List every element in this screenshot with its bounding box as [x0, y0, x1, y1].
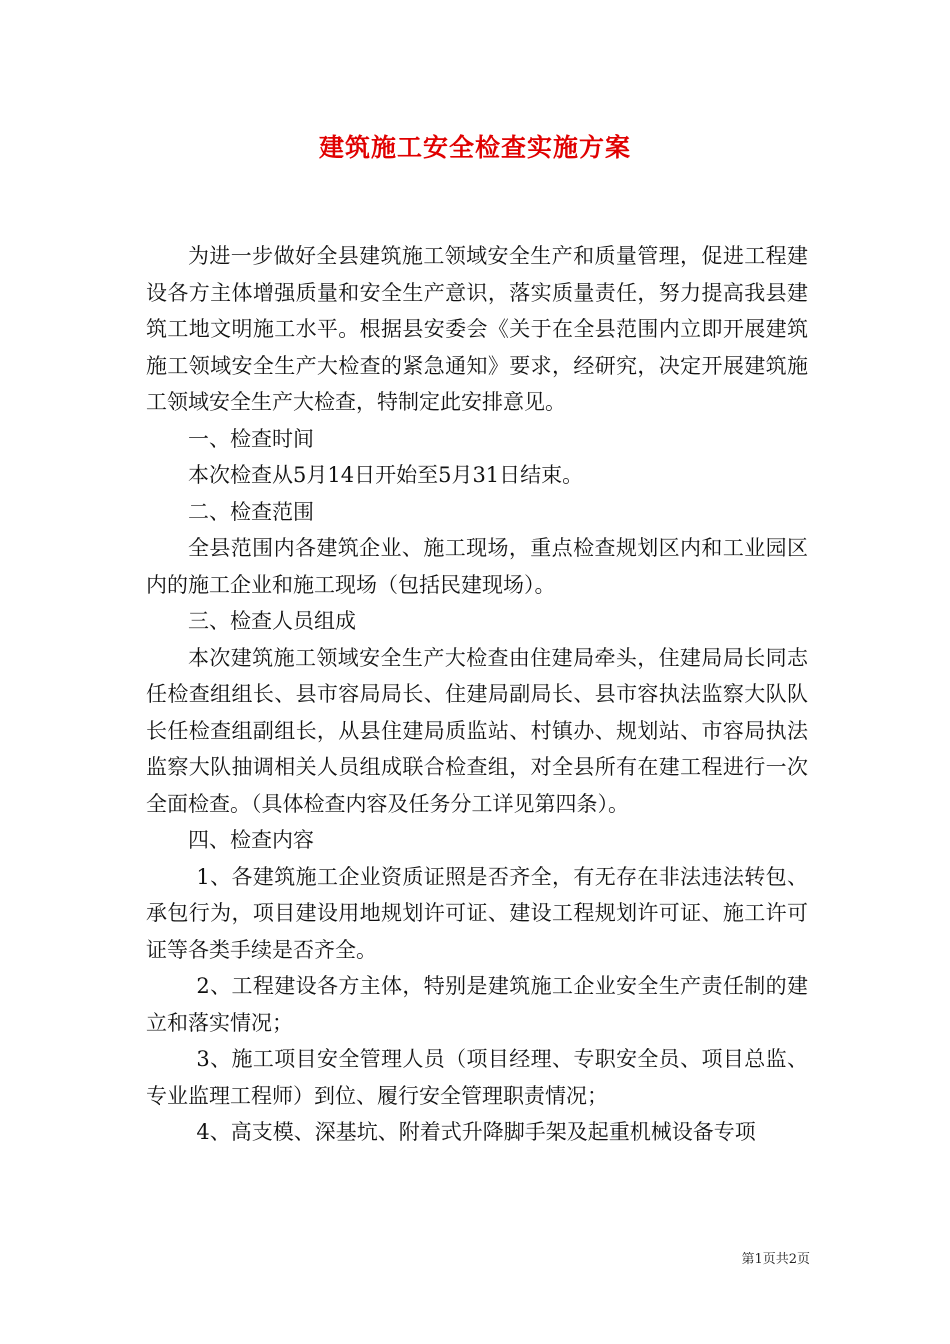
- personnel-paragraph: 本次建筑施工领域安全生产大检查由住建局牵头，住建局局长同志任检查组组长、县市容局局长、住建局副局长、县市容执法监察大队队长任检查组副组长，从县住建局质监站、村镇办、规划站、市容局执法监察大队抽调相关人员组成联合检查组，对全县所有在建工程进行一次全面检查。（具体检查内容及任务分工详见第四条）。: [146, 645, 808, 816]
- intro-paragraph: 为进一步做好全县建筑施工领域安全生产和质量管理，促进工程建设各方主体增强质量和安全生产意识，落实质量责任，努力提高我县建筑工地文明施工水平。根据县安委会《关于在全县范围内立即开展建筑施工领域安全生产大检查的紧急通知》要求，经研究，决定开展建筑施工领域安全生产大检查，特制定此安排意见。: [146, 244, 808, 414]
- document-body: [146, 238, 808, 1151]
- content-item-2: 2、工程建设各方主体，特别是建筑施工企业安全生产责任制的建立和落实情况；: [146, 974, 808, 1035]
- content-item-4: 4、高支模、深基坑、附着式升降脚手架及起重机械设备专项: [196, 1120, 756, 1144]
- section-heading-content: 四、检查内容: [188, 828, 314, 852]
- section-heading-personnel: 三、检查人员组成: [188, 609, 356, 633]
- scope-paragraph: 全县范围内各建筑企业、施工现场，重点检查规划区内和工业园区内的施工企业和施工现场（包括民建现场）。: [146, 536, 808, 597]
- time-paragraph: 本次检查从5月14日开始至5月31日结束。: [188, 463, 584, 487]
- content-item-3: 3、施工项目安全管理人员（项目经理、专职安全员、项目总监、专业监理工程师）到位、履行安全管理职责情况；: [146, 1047, 808, 1108]
- section-heading-scope: 二、检查范围: [188, 499, 314, 524]
- section-heading-time: 一、检查时间: [188, 426, 314, 451]
- content-item-1: 1、各建筑施工企业资质证照是否齐全，有无存在非法违法转包、承包行为，项目建设用地规划许可证、建设工程规划许可证、施工许可证等各类手续是否齐全。: [146, 864, 808, 962]
- page-footer: 第1页共2页: [741, 1252, 810, 1267]
- page-title: 建筑施工安全检查实施方案: [318, 133, 631, 162]
